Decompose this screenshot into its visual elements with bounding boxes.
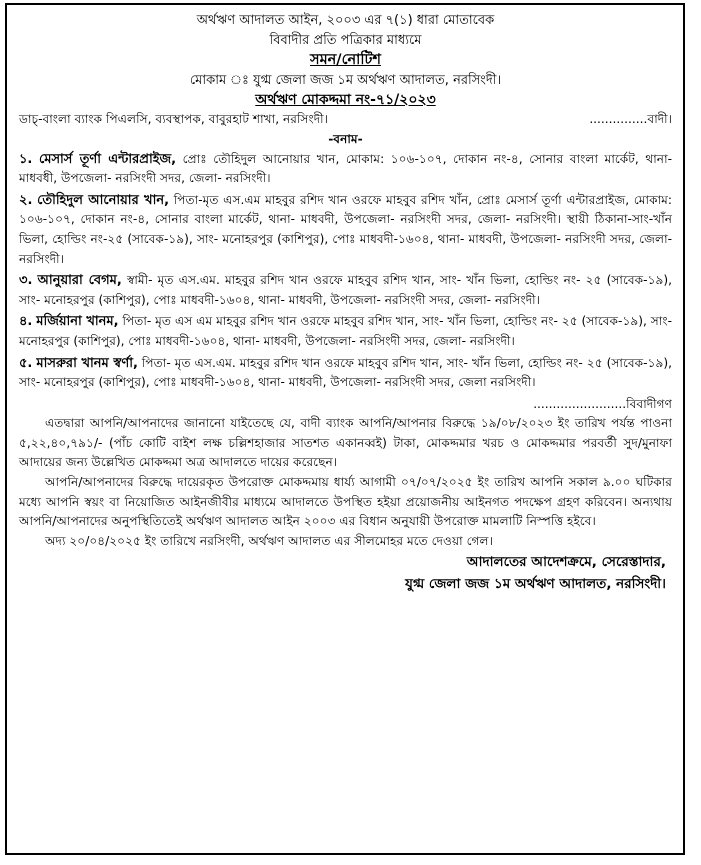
- defendant-number: ২.: [19, 192, 33, 208]
- defendant-number: ৩.: [19, 273, 33, 289]
- notice-title: সমন/নোটিশ: [310, 52, 381, 69]
- defendant-item: [19, 150, 672, 189]
- court-notice: [5, 3, 685, 855]
- defendant-name: আনুয়ারা বেগম,: [37, 273, 122, 289]
- defendant-details: পিতা-মৃত এস.এম মাহবুর রশিদ খান ওরফে মাহবুব রশিদ খাঁন, প্রোঃ মেসার্স তূর্ণা এন্টারপ্রাইজ, মোকাম: ১০৬-১০৭, দোকান নং-৪, সোনার বাংলা মার্কেট, থানা- মাধবদী, উপজেলা- নরসিংদী সদর, জেলা- নরসিংদী। স্থায়ী ঠিকানা-সাং-খাঁন ভিলা, হোল্ডিং নং-২৫ (সাবেক-১৯), সাং- মনোহরপুর (কাশিপুর), পোঃ মাধবদী-১৬০৪, থানা- মাধবদী, উপজেলা- নরসিংদী সদর, জেলা-নরসিংদী।: [19, 192, 673, 266]
- plaintiff-row: [19, 110, 672, 130]
- signature-line-order: আদালতের আদেশক্রমে, সেরেস্তাদার,: [466, 554, 666, 571]
- case-number: অর্থঋণ মোকদ্দমা নং-৭১/২০২৩: [255, 91, 436, 108]
- defendant-details: পিতা- মৃত এস.এম. মাহবুর রশিদ খান ওরফে মাহবুব রশিদ খান, সাং- খাঁন ভিলা, হোল্ডিং নং- ২৫ (সাবেক-১৯), সাং- মনোহরপুর (কাশিপুর), পোঃ মাধবদী-১৬০৪, থানা- মাধবদী, উপজেলা- নরসিংদী সদর, জেলা নরসিংদী।: [19, 355, 673, 390]
- defendant-name: তৌহিদুল আনোয়ার খান,: [37, 192, 170, 208]
- defendant-item: [19, 271, 672, 310]
- defendant-name: মাসরুরা খানম স্বর্ণা,: [36, 355, 138, 371]
- plaintiff-name: ডাচ্-বাংলা ব্যাংক পিএলসি, ব্যবস্থাপক, বাবুরহাট শাখা, নরসিংদী।: [19, 112, 328, 127]
- defendant-number: ১.: [19, 151, 33, 167]
- defendant-item: [19, 354, 672, 393]
- defendants-list: [19, 150, 672, 393]
- notice-paragraph-hearing: আপনি/আপনাদের বিরুদ্ধে দায়েরকৃত উপরোক্ত মোকদ্দমায় ধার্য্য আগামী ০৭/০৭/২০২৫ ইং তারিখ আপনি সকাল ৯.০০ ঘটিকার মধ্যে আপনি স্বয়ং বা নিয়োজিত আইনজীবীর মাধ্যমে আদালতে উপস্থিত হইয়া প্রয়োজনীয় আইনগত পদক্ষেপ গ্রহণ করিবেন। অন্যথায় আপনি/আপনাদের অনুপস্থিতিতেই অর্থঋণ আদালত আইন ২০০৩ এর বিধান অনুযায়ী উপরোক্ত মামলাটি নিস্পত্তি হইবে।: [19, 475, 672, 529]
- versus-label: -বনাম-: [328, 131, 363, 146]
- defendant-item: [19, 312, 672, 351]
- law-reference-line: অর্থঋণ আদালত আইন, ২০০৩ এর ৭(১) ধারা মোতাবেক: [196, 13, 495, 28]
- defendant-details: পিতা- মৃত এস এম মাহবুর রশিদ খান ওরফে মাহবুব রশিদ খান, সাং- খাঁন ভিলা, হোল্ডিং নং- ২৫ (সাবেক-১৯), সাং- মনোহরপুর (কাশিপুর), পোঃ মাধবদী-১৬০৪, থানা- মাধবদী, উপজেলা- নরসিংদী সদর, জেলা- নরসিংদী।: [19, 314, 673, 348]
- defendant-item: [19, 191, 672, 269]
- defendant-number: ৫.: [19, 355, 33, 371]
- plaintiff-role: ...............বাদী।: [589, 112, 672, 127]
- signature-line-court: যুগ্ম জেলা জজ ১ম অর্থঋণ আদালত, নরসিংদী।: [405, 576, 666, 593]
- defendant-details: স্বামী- মৃত এস.এম. মাহবুর রশিদ খান ওরফে মাহবুব রশিদ খান, সাং- খাঁন ভিলা, হোল্ডিং নং- ২৫ (সাবেক-১৯), সাং- মনোহরপুর (কাশিপুর), পোঃ মাধবদী-১৬০৪, থানা- মাধবদী, উপজেলা- নরসিংদী সদর, জেলা- নরসিংদী।: [19, 273, 673, 307]
- signature-block: [19, 551, 672, 595]
- court-name: মোকাম ঃ যুগ্ম জেলা জজ ১ম অর্থঋণ আদালত, নরসিংদী।: [189, 73, 502, 89]
- publication-line: বিবাদীর প্রতি পত্রিকার মাধ্যমে: [269, 32, 422, 48]
- defendant-name: মর্জিয়ানা খানম,: [36, 314, 119, 330]
- defendant-details: প্রোঃ তৌহিদুল আনোয়ার খান, মোকাম: ১০৬-১০৭, দোকান নং-৪, সোনার বাংলা মার্কেট, থানা- মাধবধী, উপজেলা- নরসিংদী সদর, জেলা- নরসিংদী।: [19, 151, 673, 186]
- notice-paragraph-claim: এতদ্বারা আপনি/আপনাদের জানানো যাইতেছে যে, বাদী ব্যাংক আপনি/আপনার বিরুদ্ধে ১৯/০৮/২০২৩ ইং তারিখ পর্যন্ত পাওনা ৫,২২,৪০,৭৯১/- (পাঁচ কোটি বাইশ লক্ষ চল্লিশহাজার সাতশত একানব্বই) টাকা, মোকদ্দমার খরচ ও মোকদ্দমার পরবর্তী সুদ/মুনাফা আদায়ের জন্য উল্লেখিত মোকদ্দমা অত্র আদালতে দায়ের করেছেন।: [19, 416, 672, 470]
- defendant-number: ৪.: [19, 314, 33, 330]
- defendants-suffix: ........................বিবাদীগণ: [533, 396, 672, 411]
- defendant-name: মেসার্স তূর্ণা এন্টারপ্রাইজ,: [38, 151, 177, 167]
- notice-paragraph-date: অদ্য ২০/০৪/২০২৫ ইং তারিখে নরসিংদী, অর্থঋণ আদালত এর সীলমোহর মতে দেওয়া গেল।: [45, 533, 493, 548]
